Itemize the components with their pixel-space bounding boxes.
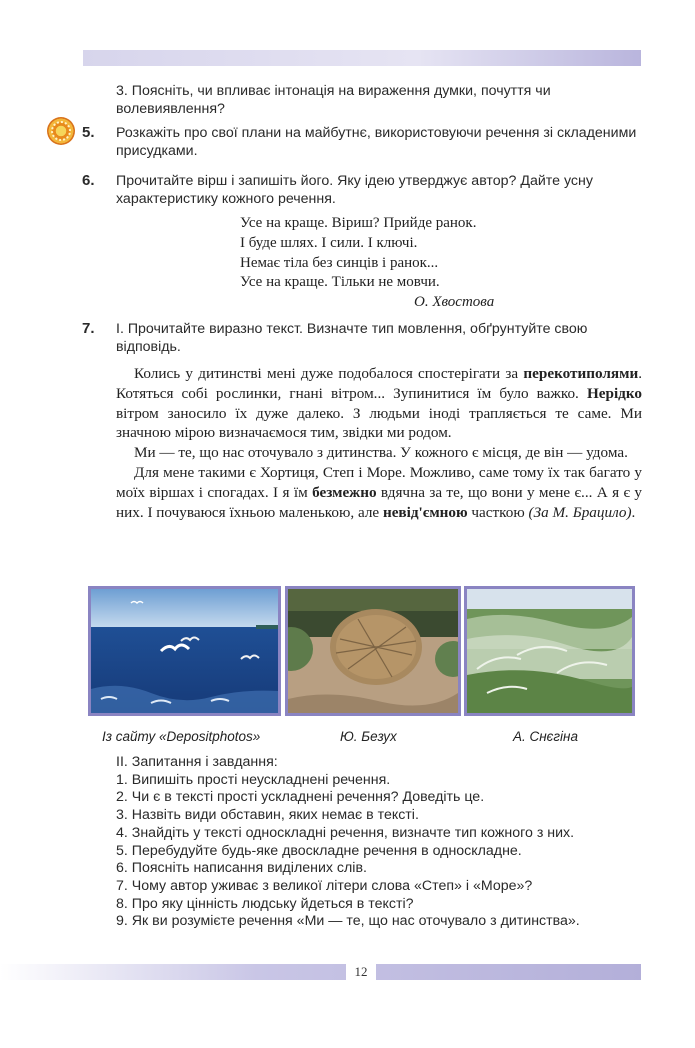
question-item: 1. Випишіть прості неускладнені речення. [116, 771, 391, 788]
photo-caption-1: Із сайту «Depositphotos» [102, 729, 261, 744]
poem-line: Немає тіла без синців і ранок... [240, 254, 439, 271]
text-fragment: вдячна за те, що вони у мене є... А я є у них. І почуваюся їхньою маленькою, але [116, 483, 643, 521]
photo-caption-2: Ю. Безух [340, 729, 397, 744]
text-fragment: часткою [467, 503, 529, 521]
question-item: 9. Як ви розумієте речення «Ми — те, що нас оточувало з дитинства». [116, 913, 580, 930]
exercise-5-text: Розкажіть про свої плани на майбутнє, використовуючи речення зі складеними присудками. [116, 125, 637, 159]
photo-sea [88, 586, 281, 716]
exercise-5-number: 5. [82, 124, 95, 141]
page-number: 12 [346, 962, 376, 982]
text-fragment: вітром заносило їх дуже далеко. З людьми іноді трапляється те саме. Ми значною мірою визначаємося тим, звідки ми родом. [116, 404, 642, 442]
exercise-6-text: Прочитайте вірш і запишіть його. Яку ідею утверджує автор? Дайте усну характеристику кожного речення. [116, 173, 593, 207]
top-decor-band [83, 50, 641, 66]
poem [240, 214, 476, 293]
questions-title: ІІ. Запитання і завдання: [116, 754, 278, 770]
highlighted-word: Нерідко [586, 384, 642, 402]
question-item: 6. Поясніть написання виділених слів. [116, 860, 367, 877]
questions-list [116, 754, 580, 931]
text-fragment: . Котяться собі рослинки, гнані вітром... Зупинитися їм було важко. [116, 365, 642, 402]
question-item: 2. Чи є в тексті прості ускладнені речення? Доведіть це. [116, 789, 485, 806]
poem-author: О. Хвостова [414, 294, 495, 310]
question-item: 3. Назвіть види обставин, яких немає в тексті. [116, 807, 419, 824]
poem-line: Усе на краще. Тільки не мовчи. [240, 274, 440, 291]
exercise-7-number: 7. [82, 320, 95, 337]
medal-icon [47, 117, 75, 145]
poem-line: І буде шлях. І сили. І ключі. [240, 234, 418, 251]
highlighted-word: перекотиполями [523, 365, 639, 382]
steppe-image [467, 589, 632, 713]
paragraph-3 [116, 463, 642, 522]
sea-gulls-image [91, 589, 278, 713]
paragraph-2: Ми — те, що нас оточувало з дитинства. У кожного є місця, де він — удома. [134, 444, 628, 462]
exercise-7-intro: І. Прочитайте виразно текст. Визначте тип мовлення, обґрунтуйте свою відповідь. [116, 321, 588, 355]
question-item: 8. Про яку цінність людську йдеться в тексті? [116, 895, 414, 912]
poem-line: Усе на краще. Віриш? Прийде ранок. [240, 215, 477, 231]
paragraph-1 [116, 364, 642, 443]
photo-steppe [464, 586, 635, 716]
reading-text [116, 364, 642, 522]
tumbleweed-image [288, 589, 458, 713]
question-item: 4. Знайдіть у тексті односкладні речення, визначте тип кожного з них. [116, 824, 575, 841]
highlighted-word: безмежно [312, 483, 377, 501]
exercise-6-number: 6. [82, 172, 95, 189]
highlighted-word: невід'ємною [382, 503, 468, 521]
text-fragment: Колись у дитинстві мені дуже подобалося спостерігати за [134, 365, 524, 382]
exercise-4-item-3: 3. Поясніть, чи впливає інтонація на вираження думки, почуття чи волевиявлення? [116, 83, 551, 117]
photo-caption-3: А. Снєгіна [513, 729, 578, 744]
question-item: 7. Чому автор уживає з великої літери слова «Степ» і «Море»? [116, 877, 533, 894]
question-item: 5. Перебудуйте будь-яке двоскладне речення в односкладне. [116, 842, 522, 859]
source-attribution: (За М. Брацило) [528, 503, 632, 521]
bottom-decor-band [0, 964, 641, 980]
text-fragment: Для мене такими є Хортиця, Степ і Море. Можливо, саме тому їх так багато у моїх віршах і спогадах. І я їм [116, 463, 642, 501]
text-fragment: . [631, 503, 636, 521]
photo-tumbleweed [285, 586, 461, 716]
